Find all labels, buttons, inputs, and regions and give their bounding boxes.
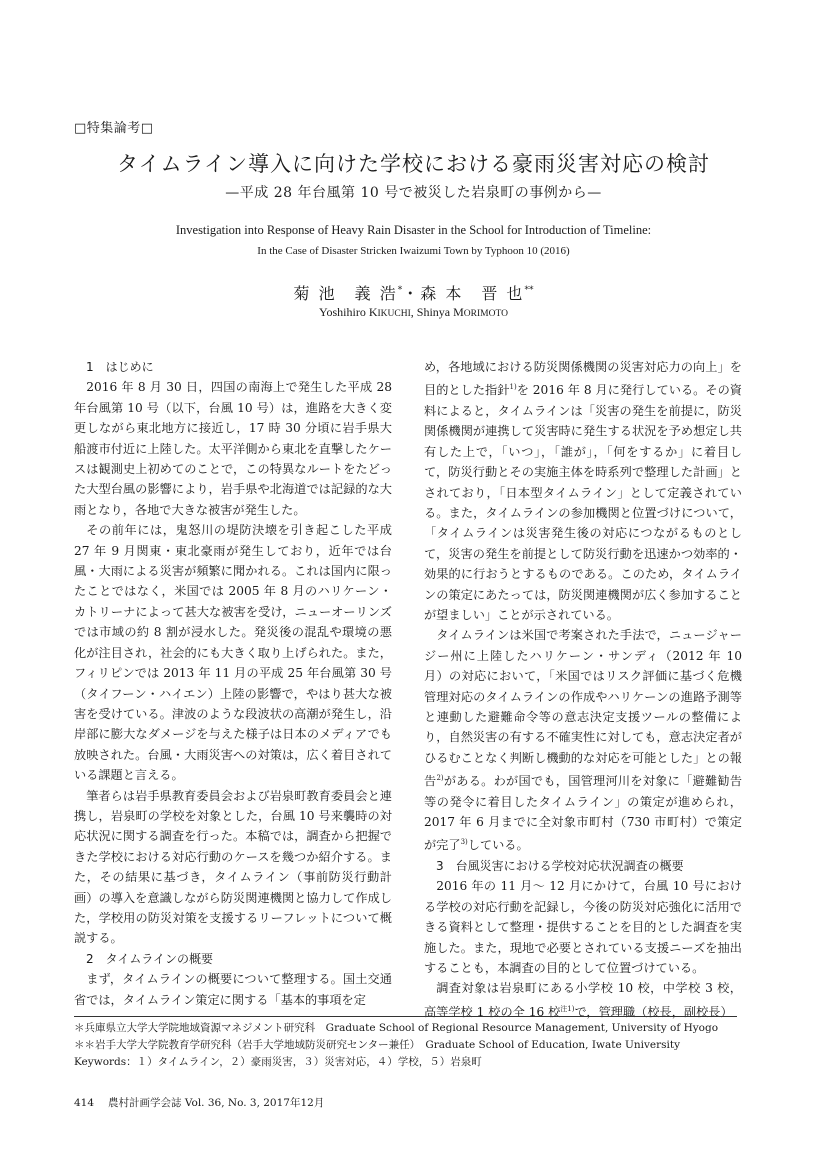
section-heading-1: 1 はじめに — [86, 360, 154, 374]
authors-japanese — [0, 281, 827, 304]
author1-family-rest: IKUCHI — [377, 309, 411, 319]
author2-name: 森 本 晋 也 — [420, 284, 525, 303]
paragraph: その前年には，鬼怒川の堤防決壊を引き起こした平成 27 年 9 月関東・東北豪雨が発生しており，近年では台風・大雨による災害が頻繁に聞かれる。これは国内に限ったことではなく，米国では 2005 年 8 月のハリケーン・カトリーナによって甚大な被害を受け，ニューオーリンズでは市域の約 8 割が浸水した。発災後の混乱や環境の悪化が注目され，社会的にも大きく取り上げられた。また，フィリピンでは 2013 年 11 月の平成 25 年台風第 30 号（タイフーン・ハイエン）上陸の影響で，やはり甚大な被害を受けている。津波のような段波状の高潮が発生し，沿岸部に膨大なダメージを与えた様子は日本のメディアでも放映された。台風・大雨災害への対策は，広く着目されている課題と言える。 — [74, 523, 392, 783]
paper-title: タイムライン導入に向けた学校における豪雨災害対応の検討 — [117, 152, 710, 176]
text-run: がある。わが国でも，国管理河川を対象に「避難勧告等の発令に着目したタイムライン」の策定が進められ，2017 年 6 月までに全対象市町村（730 市町村）で策定が完了 — [424, 774, 743, 853]
paragraph — [424, 625, 742, 856]
text-run: 調査対象は岩泉町にある小学校 10 校，中学校 3 校，高等学校 1 校の全 16 校 — [424, 981, 742, 1019]
left-column — [74, 357, 392, 1010]
section-heading-2: 2 タイムラインの概要 — [86, 951, 214, 966]
journal-citation: 農村計画学会誌 Vol. 36, No. 3, 2017年12月 — [108, 1097, 325, 1109]
author-separator: ・ — [402, 284, 421, 303]
text-run: タイムラインは米国で考案された手法で，ニュージャージー州に上陸したハリケーン・サンディ（2012 年 10 月）の対応において，「米国ではリスク評価に基づく危機管理対応のタイムラインの作成やハリケーンの進路予測等と連動した避難命令等の意志決定支援ツールの整備により，自然災害の有する不確実性に対しても，意志決定者がひるむことなく判断し機動的な対応を可能とした」との報告 — [424, 628, 742, 789]
paper-subtitle: —平成 28 年台風第 10 号で被災した岩泉町の事例から— — [225, 185, 602, 201]
footnote-affiliation-2: ＊＊岩手大学大学院教育学研究科（岩手大学地域防災研究センター兼任） Graduate School of Education, Iwate University — [74, 1039, 681, 1051]
paragraph: 2016 年の 11 月～ 12 月にかけて，台風 10 号における学校の対応行動を記録し，今後の防災対応強化に活用できる資料として整理・提供することを目的とした調査を実施した。また，現地で必要とされている支援ニーズを抽出することも，本調査の目的として位置づけている。 — [424, 879, 742, 975]
paragraph: まず，タイムラインの概要について整理する。国土交通省では，タイムライン策定に関する「基本的事項を定 — [74, 972, 392, 1007]
section-heading-3: 3 台風災害における学校対応状況調査の概要 — [436, 858, 684, 873]
paragraph: 筆者らは岩手県教育委員会および岩泉町教育委員会と連携し，岩泉町の学校を対象とした，台風 10 号来襲時の対応状況に関する調査を行った。本稿では，調査から把握できた学校における対応行動のケースを幾つか紹介する。また，その結果に基づき，タイムライン（事前防災行動計画）の導入を意識しながら防災関連機関と協力して作成した，学校用の防災対策を支援するリーフレットについて概説する。 — [74, 788, 392, 946]
paragraph — [424, 357, 742, 625]
author1-affiliation-mark: * — [397, 285, 403, 296]
reference-mark: 1) — [509, 383, 517, 392]
authors-english — [0, 305, 827, 320]
text-run: で，管理職（校長，副校長） — [574, 1004, 733, 1019]
page-footer — [74, 1095, 338, 1110]
right-column — [424, 357, 742, 1022]
footnote-affiliation-1: ＊兵庫県立大学大学院地域資源マネジメント研究科 Graduate School of Regional Resource Management, University of Hyogo — [74, 1022, 719, 1034]
author2-given-name: Shinya — [416, 305, 451, 319]
english-title: Investigation into Response of Heavy Rain Disaster in the School for Introduction of Timeline: — [175, 223, 652, 237]
reference-mark: 2) — [436, 774, 444, 783]
author2-family-initial: M — [453, 305, 464, 319]
keywords: Keywords：１）タイムライン，２）豪雨災害，３）災害対応，４）学校，５）岩泉町 — [74, 1056, 482, 1068]
author1-family-initial: K — [368, 305, 378, 319]
english-subtitle: In the Case of Disaster Stricken Iwaizumi Town by Typhoon 10 (2016) — [257, 245, 570, 257]
author1-given-name: Yoshihiro — [319, 305, 366, 319]
page-number: 414 — [74, 1097, 95, 1109]
note-mark: 注1) — [560, 1004, 575, 1013]
paragraph: 2016 年 8 月 30 日，四国の南海上で発生した平成 28 年台風第 10 号（以下，台風 10 号）は，進路を大きく変更しながら東北地方に接近し，17 時 30 分頃に岩手県大船渡市付近に上陸した。太平洋側から東北を直撃したケースは観測史上初めてのことで，この特異なルートをたどった大型台風の影響により，岩手県や北海道では記録的な大雨となり，各地で大きな被害が発生した。 — [74, 380, 392, 517]
text-run: め，各地域における防災関係機関の災害対応力の向上」を目的とした指針 — [424, 360, 742, 398]
author2-family-rest: ORIMOTO — [463, 309, 508, 319]
author-separator-en: , — [410, 305, 417, 319]
text-run: している。 — [467, 838, 529, 853]
author1-name: 菊 池 義 浩 — [293, 284, 398, 303]
text-run: を 2016 年 8 月に発行している。その資料によると，タイムラインは「災害の発生を前提に，防災関係機関が連携して災害時に発生する状況を予め想定し共有した上で，「いつ」，「誰が」，「何をするか」に着目して，防災行動とその実施主体を時系列で整理した計画」とされており，「日本型タイムライン」として定義されている。また，タイムラインの参加機関と位置づけについて，「タイムラインは災害発生後の対応につながるものとして，災害の発生を前提として防災行動を迅速かつ効率的・効果的に行おうとするものである。このため，タイムラインの策定にあたっては，防災関連機関が広く参加することが望ましい」ことが示されている。 — [424, 383, 742, 622]
reference-mark: 3) — [460, 838, 468, 847]
author2-affiliation-mark: ** — [524, 285, 534, 296]
category-label: □特集論考□ — [74, 121, 154, 136]
footnote-divider — [74, 1016, 737, 1017]
